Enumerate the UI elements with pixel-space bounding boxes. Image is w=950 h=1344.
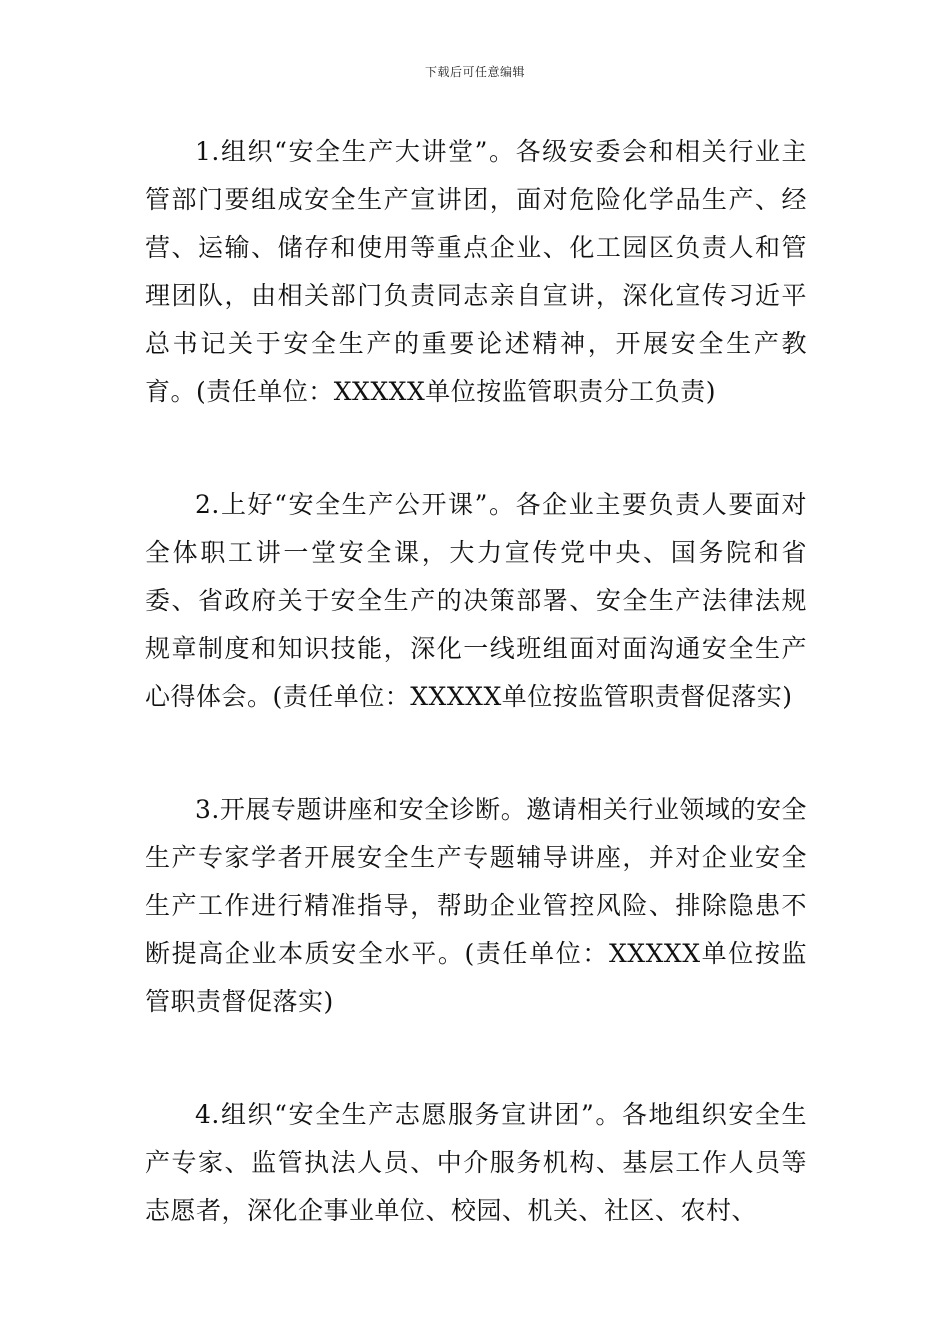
document-body [145,128,807,1300]
page-header-note: 下载后可任意编辑 [424,65,525,79]
paragraph-3: 3.开展专题讲座和安全诊断。邀请相关行业领域的安全生产专家学者开展安全生产专题辅导讲座，并对企业安全生产工作进行精准指导，帮助企业管控风险、排除隐患不断提高企业本质安全水平。(责任单位：XXXXX单位按监管职责督促落实) [145,795,807,1016]
paragraph-1: 1.组织“安全生产大讲堂”。各级安委会和相关行业主管部门要组成安全生产宣讲团，面对危险化学品生产、经营、运输、储存和使用等重点企业、化工园区负责人和管理团队，由相关部门负责同志亲自宣讲，深化宣传习近平总书记关于安全生产的重要论述精神，开展安全生产教育。(责任单位：XXXXX单位按监管职责分工负责) [145,137,807,406]
paragraph-4: 4.组织“安全生产志愿服务宣讲团”。各地组织安全生产专家、监管执法人员、中介服务机构、基层工作人员等志愿者，深化企事业单位、校园、机关、社区、农村、 [145,1100,807,1225]
paragraph-2: 2.上好“安全生产公开课”。各企业主要负责人要面对全体职工讲一堂安全课，大力宣传党中央、国务院和省委、省政府关于安全生产的决策部署、安全生产法律法规规章制度和知识技能，深化一线班组面对面沟通安全生产心得体会。(责任单位：XXXXX单位按监管职责督促落实) [145,490,807,711]
